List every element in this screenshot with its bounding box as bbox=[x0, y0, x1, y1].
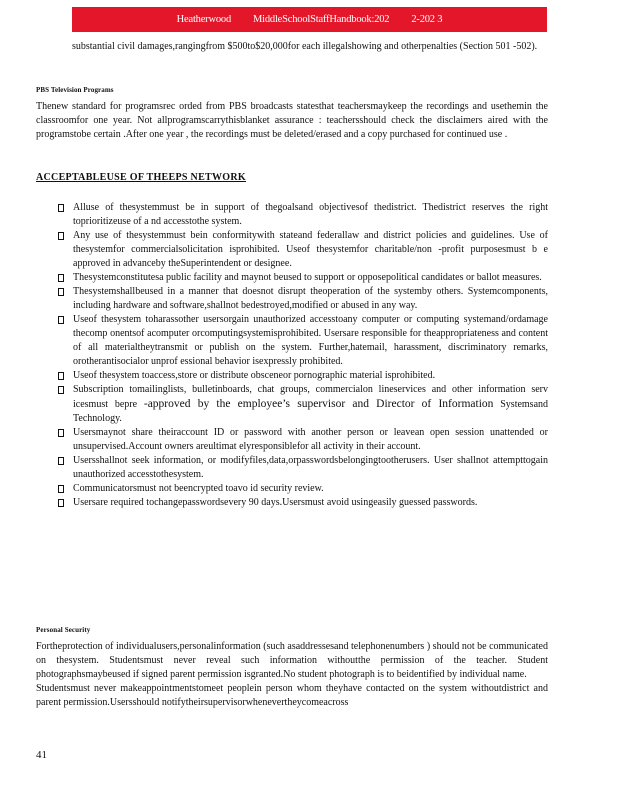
personal-security-heading: Personal Security bbox=[36, 626, 91, 634]
aup-rules-list bbox=[58, 201, 548, 510]
rule-item: Usersshallnot seek information, or modifyfiles,data,orpasswordsbelongingtootherusers. User shallnot attempttogain unauthorized accesstothesystem. bbox=[58, 454, 548, 482]
checkbox-bullet-icon bbox=[58, 204, 64, 212]
page-header-bar bbox=[72, 7, 547, 32]
header-school: Heatherwood bbox=[176, 13, 232, 25]
rule-item: Communicatorsmust not beencrypted toavo id security review. bbox=[58, 482, 548, 496]
page-number: 41 bbox=[36, 749, 47, 761]
rule-item: Usersmaynot share theiraccount ID or password with another person or leavean open session unattended or unsupervised.Account owners areultimat elyresponsiblefor all activity in their account. bbox=[58, 426, 548, 454]
rule-item: Alluse of thesystemmust be in support of thegoalsand objectivesof thedistrict. Thedistrict reserves the right toprioritizeuse of a nd accesstothe system. bbox=[58, 201, 548, 229]
aup-heading: ACCEPTABLEUSE OF THEEPS NETWORK bbox=[36, 172, 246, 183]
intro-block bbox=[72, 40, 548, 54]
pbs-heading: PBS Television Programs bbox=[36, 86, 114, 94]
checkbox-bullet-icon bbox=[58, 499, 64, 507]
checkbox-bullet-icon bbox=[58, 485, 64, 493]
rule-item: Useof thesystem toharassother usersorgain unauthorized accesstoany computer or computing systemand/ordamage thecomp onentsof acomputer orcomputingsystemisprohibited. Usersare responsible for theappropriateness and content of all materialtheytransmit or publish on the system. Further,hatemail, harassment, discriminatory remarks, orotherantisocialor unprof essional behavior isexpressly prohibited. bbox=[58, 313, 548, 369]
checkbox-bullet-icon bbox=[58, 429, 64, 437]
checkbox-bullet-icon bbox=[58, 232, 64, 240]
rule-item: Useof thesystem toaccess,store or distribute obsceneor pornographic material isprohibited. bbox=[58, 369, 548, 383]
pbs-paragraph: Thenew standard for programsrec orded from PBS broadcasts statesthat teachersmaykeep the recordings and usethemin the classroomfor one year. Not allprogramscarrythisblanket assurance : teachersshould check the disclaimers aired with the programstobe certain .After one year , the recordings must be deleted/erased and a copy purchased for continued use . bbox=[36, 101, 548, 140]
pbs-section bbox=[36, 83, 548, 142]
checkbox-bullet-icon bbox=[58, 316, 64, 324]
rule-item: Any use of thesystemmust bein conformitywith stateand federallaw and district policies and guidelines. Use of thesystemfor commercialsolicitation isprohibited. Useof thesystemfor charitable/non -profit purposesmust b e approved in advanceby theSuperintendent or designee. bbox=[58, 229, 548, 271]
rule-item: Thesystemconstitutesa public facility and maynot beused to support or opposepolitical candidates or ballot measures. bbox=[58, 271, 548, 285]
checkbox-bullet-icon bbox=[58, 372, 64, 380]
personal-security-paragraph: Fortheprotection of individualusers,personalinformation (such asaddressesand telephonenumbers ) should not be communicated on thesystem. Studentsmust never reveal such information withoutthe permission of the teacher. Student photographsmaybeused if signed parent permission isgranted.No student photograph is to beidentified by individual name. bbox=[36, 641, 548, 680]
supervisor-approval-text: -approved by the employee’s supervisor and Director of Information bbox=[143, 398, 494, 410]
checkbox-bullet-icon bbox=[58, 288, 64, 296]
header-year: 2-202 3 bbox=[411, 13, 443, 25]
rule-item: Thesystemshallbeused in a manner that doesnot disrupt theoperation of the systemby others. Systemcomponents, including hardware and software,shallnot bedestroyed,modified or abused in any way. bbox=[58, 285, 548, 313]
intro-paragraph: substantial civil damages,rangingfrom $500to$20,000for each illegalshowing and otherpenalties (Section 501 -502). bbox=[72, 41, 538, 52]
rule-item: Usersare required tochangepasswordsevery 90 days.Usersmust avoid usingeasily guessed passwords. bbox=[58, 496, 548, 510]
rule-item: Subscription tomailinglists, bulletinboards, chat groups, commercialon lineservices and other information serv icesmust bepre -approved by the employee’s supervisor and Director of Information Systemsand Technology. bbox=[58, 383, 548, 426]
header-title: MiddleSchoolStaffHandbook:202 bbox=[253, 13, 390, 25]
personal-security-section bbox=[36, 623, 548, 710]
checkbox-bullet-icon bbox=[58, 274, 64, 282]
checkbox-bullet-icon bbox=[58, 386, 64, 394]
checkbox-bullet-icon bbox=[58, 457, 64, 465]
personal-security-paragraph-2: Studentsmust never makeappointmentstomeet peoplein person whom theyhave contacted on the system withoutdistrict and parent permission.Usersshould notifytheirsupervisorwhenevertheycomeacross bbox=[36, 683, 548, 708]
